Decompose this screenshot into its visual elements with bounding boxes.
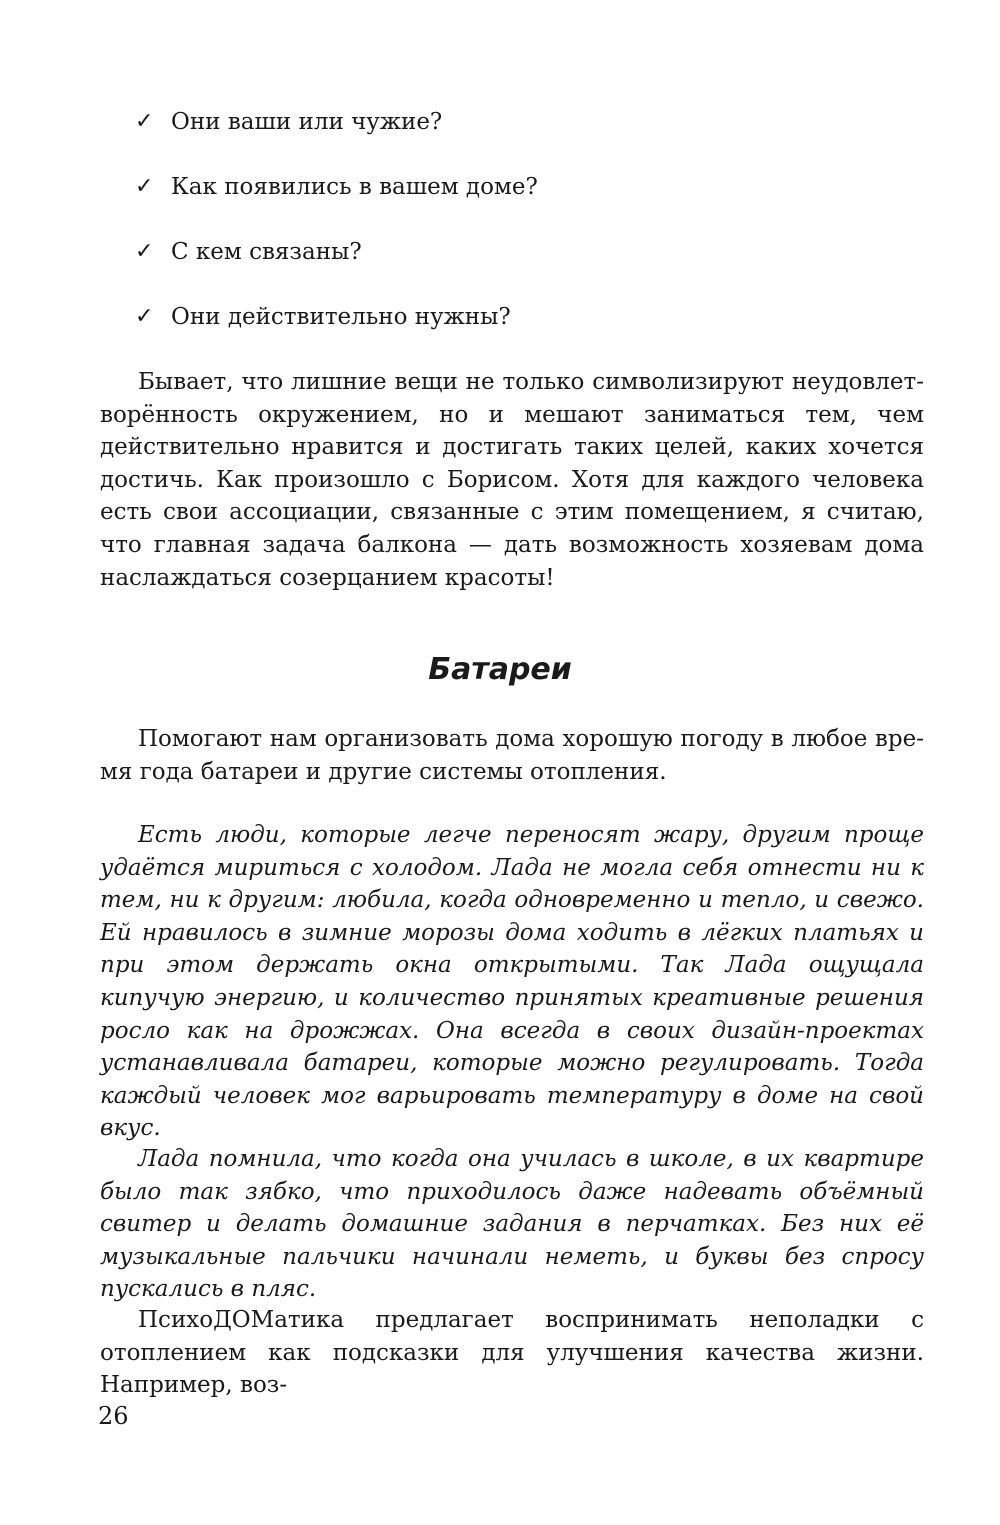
checklist-item — [135, 297, 538, 362]
checklist-item — [135, 167, 538, 232]
paragraph-story-lada: Есть люди, которые легче переносят жару, другим проще удаётся мириться с холодом. Лада не могла себя отнести ни к тем, ни к другим: любила, когда одновременно и тепло, и свежо. Ей нравилось в зимние морозы дома ходить в лёгких платьях и при этом держать окна открытыми. Так Лада ощущала кипучую энергию, и количество принятых креативные решения росло как на дрожжах. Она всегда в своих дизайн-проектах устанавливала батареи, которые можно регулировать. Тогда каждый человек мог варьировать температуру в доме на свой вкус. — [100, 822, 924, 1142]
paragraph-balcony: Бывает, что лишние вещи не только символизируют неудовлетворённость окружением, но и мешают заниматься тем, чем действительно нравится и достигать таких целей, каких хочется достичь. Как произошло с Борисом. Хотя для каждого человека есть свои ассоциации, связанные с этим помещением, я считаю, что главная задача балкона — дать возможность хозяевам дома наслаждаться созерцанием красоты! — [100, 369, 924, 591]
paragraph-intro: Помогают нам организовать дома хорошую погоду в любое время года батареи и другие системы отопления. — [100, 726, 924, 785]
checklist-item-text: Они ваши или чужие? — [171, 109, 443, 135]
paragraph-story-school: Лада помнила, что когда она училась в школе, в их квартире было так зябко, что приходилось даже надевать объёмный свитер и делать домашние задания в перчатках. Без них её музыкальные пальчики начинали неметь, и буквы без спросу пускались в пляс. — [100, 1146, 924, 1303]
checkmark-icon: ✓ — [135, 109, 154, 134]
checklist — [135, 102, 538, 362]
checklist-item-text: Они действительно нужны? — [171, 304, 511, 330]
checklist-item-text: Как появились в вашем доме? — [171, 174, 538, 200]
checklist-item — [135, 102, 538, 167]
checkmark-icon: ✓ — [135, 239, 154, 264]
page-number: 26 — [98, 1402, 129, 1430]
checkmark-icon: ✓ — [135, 174, 154, 199]
checklist-item-text: С кем связаны? — [171, 239, 362, 265]
section-heading: Батареи — [428, 652, 572, 687]
checkmark-icon: ✓ — [135, 304, 154, 329]
checklist-item — [135, 232, 538, 297]
paragraph-psychodomatics: ПсихоДОМатика предлагает воспринимать неполадки с отоплением как подсказки для улучшения качества жизни. Например, воз- — [100, 1307, 924, 1399]
